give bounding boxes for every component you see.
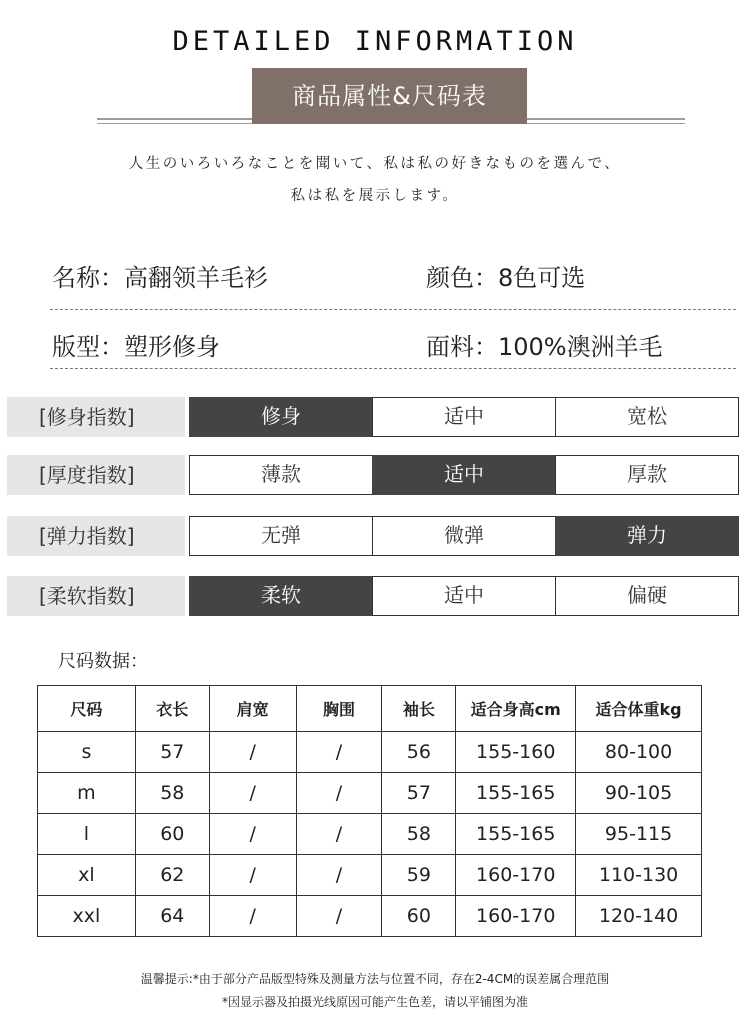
size-table-header [38,686,702,732]
table-cell: / [296,855,382,896]
divider-dashed [50,309,736,310]
index-option: 宽松 [555,397,739,437]
table-cell: / [296,773,382,814]
index-option: 薄款 [189,455,373,495]
table-cell: 60 [382,896,456,937]
note-line-2: *因显示器及拍摄光线原因可能产生色差，请以平铺图为准 [221,995,528,1009]
table-cell: / [209,773,296,814]
table-row [38,732,702,773]
table-cell: 56 [382,732,456,773]
table-cell: 59 [382,855,456,896]
col-header: 袖长 [382,686,456,732]
col-header: 适合体重kg [576,686,702,732]
attr-name: 名称：高翻领羊毛衫 [52,264,268,292]
table-cell: xxl [38,896,136,937]
col-header: 肩宽 [209,686,296,732]
table-cell: 80-100 [576,732,702,773]
index-option: 偏硬 [555,576,739,616]
table-cell: 120-140 [576,896,702,937]
index-label: [厚度指数] [7,455,185,495]
index-label: [柔软指数] [7,576,185,616]
divider-dashed [50,368,736,369]
size-table [37,685,702,937]
table-cell: 57 [382,773,456,814]
col-header: 衣长 [135,686,209,732]
table-cell: 64 [135,896,209,937]
table-cell: s [38,732,136,773]
table-cell: 58 [135,773,209,814]
intro-line-1: 人生のいろいろなことを聞いて、私は私の好きなものを選んで、 [128,156,622,172]
table-cell: 60 [135,814,209,855]
col-header: 适合身高cm [456,686,576,732]
index-option: 柔软 [189,576,373,616]
index-option: 修身 [189,397,373,437]
table-cell: 160-170 [456,855,576,896]
col-header: 胸围 [296,686,382,732]
table-cell: 155-165 [456,773,576,814]
table-cell: / [209,814,296,855]
table-cell: 160-170 [456,896,576,937]
table-cell: m [38,773,136,814]
table-cell: xl [38,855,136,896]
note-line-1: 温馨提示:*由于部分产品版型特殊及测量方法与位置不同，存在2-4CM的误差属合理范围 [140,972,610,986]
header-title: DETAILED INFORMATION [172,26,578,57]
col-header: 尺码 [38,686,136,732]
index-option: 厚款 [555,455,739,495]
table-cell: 90-105 [576,773,702,814]
index-option: 适中 [372,397,556,437]
table-cell: 155-160 [456,732,576,773]
index-label: [修身指数] [7,397,185,437]
table-cell: 58 [382,814,456,855]
index-option: 微弹 [372,516,556,556]
table-cell: 95-115 [576,814,702,855]
table-cell: / [209,896,296,937]
index-option: 弹力 [555,516,739,556]
attr-fit: 版型：塑形修身 [52,333,220,361]
table-cell: / [209,855,296,896]
table-cell: / [209,732,296,773]
index-option: 适中 [372,576,556,616]
table-cell: 57 [135,732,209,773]
index-option: 无弹 [189,516,373,556]
table-cell: / [296,896,382,937]
table-cell: 110-130 [576,855,702,896]
section-band: 商品属性&尺码表 [252,68,527,124]
table-cell: / [296,732,382,773]
size-heading: 尺码数据： [58,651,148,672]
attr-color: 颜色：8色可选 [426,264,586,292]
table-row [38,814,702,855]
table-row [38,773,702,814]
table-row [38,896,702,937]
table-cell: / [296,814,382,855]
attr-fabric: 面料：100%澳洲羊毛 [426,333,663,361]
intro-line-2: 私は私を展示します。 [290,188,460,204]
table-cell: 62 [135,855,209,896]
table-cell: 155-165 [456,814,576,855]
index-option: 适中 [372,455,556,495]
index-label: [弹力指数] [7,516,185,556]
table-cell: l [38,814,136,855]
table-row [38,855,702,896]
